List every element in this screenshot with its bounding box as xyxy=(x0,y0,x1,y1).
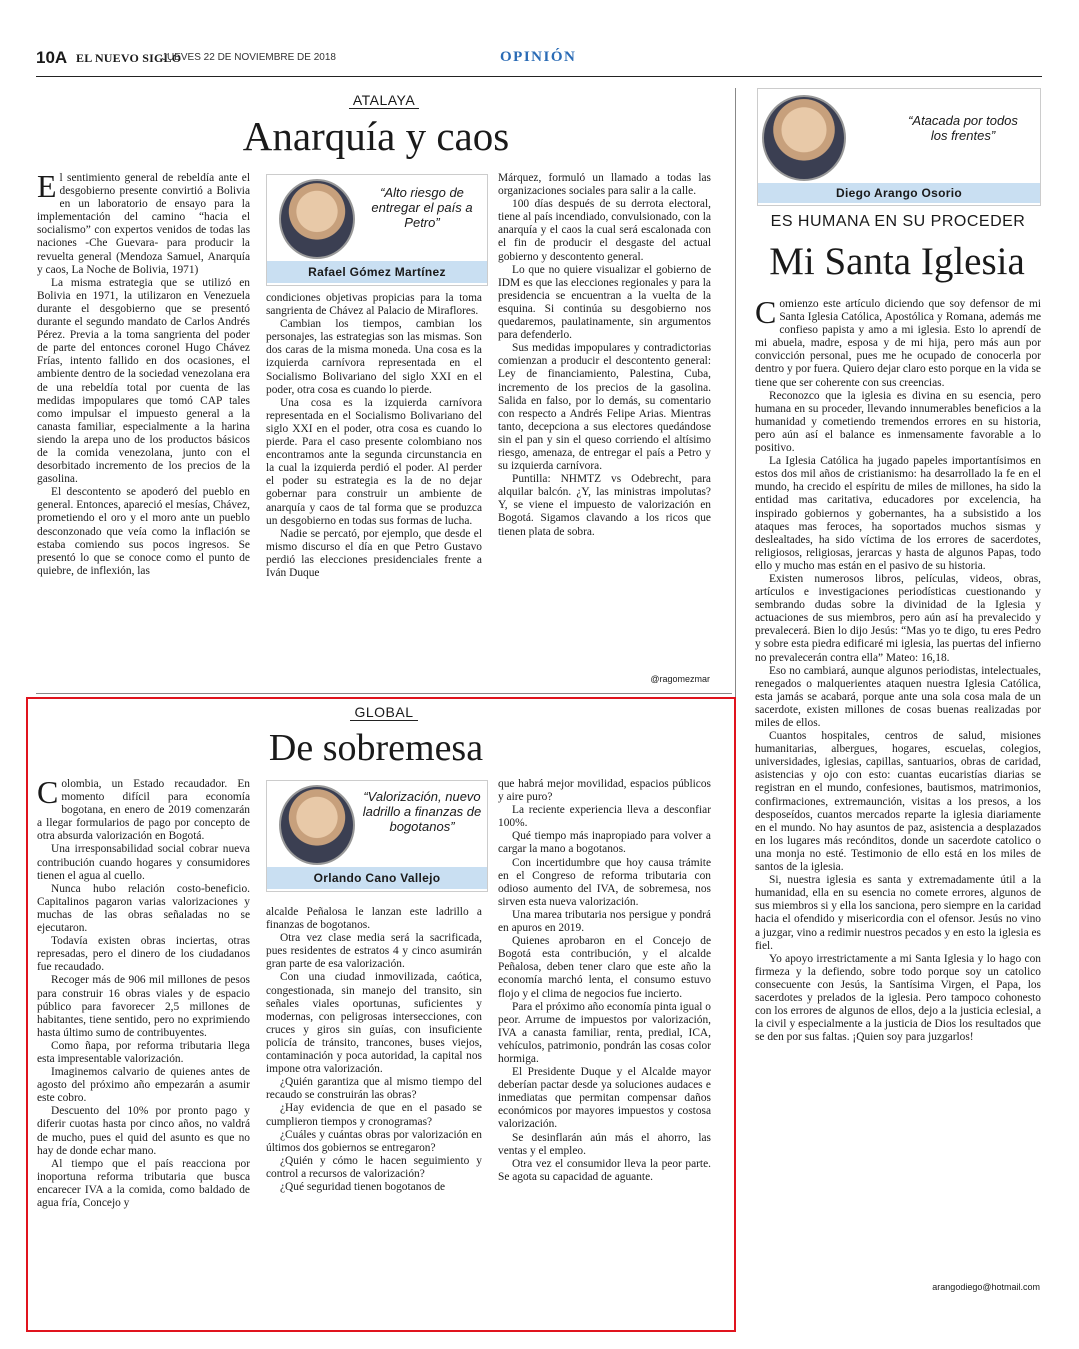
author-name: Diego Arango Osorio xyxy=(758,183,1040,203)
masthead xyxy=(36,46,1042,77)
paragraph: Recoger más de 906 mil millones de pesos para construir 16 obras viales y de espacio público para favorecer 2,5 millones de habitantes, tiene sentido, pero no exprimiendo hasta último sumo de contribuyentes. xyxy=(37,974,250,1039)
paragraph: que habrá mejor movilidad, espacios públicos y aire puro? xyxy=(498,778,711,804)
paragraph: Nunca hubo relación costo-beneficio. Capitalinos pagaron varias valorizaciones y muchas de las obras señaladas no se ejecutaron. xyxy=(37,882,250,935)
author-email: arangodiego@hotmail.com xyxy=(932,1282,1040,1292)
article-divider xyxy=(36,693,732,694)
paragraph: Márquez, formuló un llamado a todas las organizaciones sociales para salir a la calle. xyxy=(498,172,711,198)
paragraph: El Presidente Duque y el Alcalde mayor deberían pactar desde ya soluciones audaces e inmediatas que permitan compensar daños económicos por mayores impuestos y costosa valorización. xyxy=(498,1066,711,1131)
article-column-3 xyxy=(498,778,711,1298)
paragraph: condiciones objetivas propicias para la toma sangrienta de Chávez al Palacio de Miraflores. xyxy=(266,292,482,318)
paragraph: El descontento se apoderó del pueblo en general. Entonces, apareció el mesías, Chávez, prometiendo el oro y el moro ante un pueblo desconzonado que veía como la inflación se estaba comiendo sus pocos ingresos. Se presentó lo que se conoce como el punto de quiebre, de inflexión, las xyxy=(37,486,250,577)
paragraph: Cambian los tiempos, cambian los personajes, las estrategias son las mismas. Son dos caras de la misma moneda. Una cosa es la izquierda carnívora representada en el Socialismo Bolivariano del siglo XXI en el poder, otra cosa es cuando lo pierde. xyxy=(266,318,482,396)
paragraph: La misma estrategia que se utilizó en Bolivia en 1971, la utilizaron en Venezuela durante el desgobierno que se presentó durante el segundo mandato de Carlos Andrés Pérez. Previa a la toma sangrienta del poder de parte del entonces coronel Hugo Chávez Frías, intento fallido en dos ocasiones, el ambiente dentro de la sociedad venezolana era de una rebeldía total por cuenta de las medidas impopulares que tomó CAP tales como impulsar el impuesto general a la canasta familiar, especialmente a la harina siendo la arepa uno de los productos básicos de la comida venezolana, junto con el desorbitado incremento de los precios de la gasolina. xyxy=(37,276,250,486)
paragraph: Al tiempo que el país reacciona por inoportuna reforma tributaria que busca encarecer IVA a la comida, como baldado de agua fría, Concejo y xyxy=(37,1157,250,1209)
paragraph: Comienzo este artículo diciendo que soy defensor de mi Santa Iglesia Católica, Apostólica y Romana, además me confieso papista y amo a mi iglesia. Esto lo aprendí de mi abuela, madre, esposa y de mi hija, pero más aun por convicción personal, pues me he ocupado de conocerla por dentro y por fuera. Quiero dejar claro esto porque en la vida se tiene que ser coherente con sus creencias. xyxy=(755,298,1041,389)
paragraph: Quienes aprobaron en el Concejo de Bogotá esta contribución, y el alcalde Peñalosa, deben tener claro que este año la economía marchó lenta, el consumo estuvo flojo y el clima de negocios fue incierto. xyxy=(498,935,711,1000)
paragraph: La reciente experiencia lleva a desconfiar 100%. xyxy=(498,804,711,830)
paragraph: Cuantos hospitales, centros de salud, misiones humanitarias, albergues, hogares, escuelas, colegios, universidades, iglesias, capillas, santuarios, obras de caridad, asistencias y ojo con esto: cuantas eucaristías diarias se registran en el mundo, confesiones, bautismos, matrimonios, confirmaciones, extremaunción, visitas a los presos, a los desposeídos, cuantos mercados reparte la iglesia diariamente en el mundo. No hay asuntos de paz, asistencia a desplazados en los lugares más recónditos, donde un sacerdote catolico o una monja no esté. Testimonio de ello está en los miles de santos de la iglesia. xyxy=(755,730,1041,874)
paragraph: Una marea tributaria nos persigue y pondrá en apuros en 2019. xyxy=(498,908,711,935)
article-column-1 xyxy=(37,172,250,684)
article-headline: Mi Santa Iglesia xyxy=(769,240,1025,283)
paragraph: ¿Cuáles y cuántas obras por valorización en últimos dos gobiernos se entregaron? xyxy=(266,1128,482,1154)
paragraph: Qué tiempo más inapropiado para volver a cargar la mano a bogotanos. xyxy=(498,830,711,856)
article-body xyxy=(755,298,1041,1278)
page-number: 10A xyxy=(36,48,68,67)
author-name: Orlando Cano Vallejo xyxy=(267,867,487,889)
paragraph: Con una ciudad inmovilizada, caótica, congestionada, sin manejo del transito, sin señales viales oportunas, suficientes y modernas, con peligrosas intersecciones, con cruces y giros sin guías, con insuficiente policía de tránsito, trancones, buses viejos, contaminación y poca autoridad, la capital nos impone otra valorización. xyxy=(266,971,482,1076)
paragraph: El sentimiento general de rebeldía ante el desgobierno presente convirtió a Bolivia en un laboratorio de ensayo para la implementación del camino “hacia el socialismo” con expertos venidos de todas las naciones -Che Guevara- para producir la revuelta general (Mendoza Samuel, Anarquía y caos, La Noche de Bolivia, 1971) xyxy=(37,172,250,276)
drop-cap: C xyxy=(37,778,59,810)
author-name: Rafael Gómez Martínez xyxy=(267,261,487,283)
article-kicker: GLOBAL xyxy=(36,704,732,720)
article-column-2 xyxy=(266,292,482,684)
paragraph: Reconozco que la iglesia es divina en su esencia, pero humana en su proceder, llevando innumerables beneficios a la humanidad y cometiendo tremendos errores en su historia, pero aún así el balance es inmensamente favorable a lo positivo. xyxy=(755,389,1041,455)
article-headline: De sobremesa xyxy=(268,727,484,769)
paragraph: Puntilla: NHMTZ vs Odebrecht, para alquilar balcón. ¿Y, las ministras impolutas? Y, se viene el impuesto de valorización en Bogotá. Sigamos clavando a los ricos que tienen plata de sobra. xyxy=(498,473,711,538)
paragraph: 100 días después de su derrota electoral, tiene al país incendiado, convulsionado, con la anarquía y el caos la cual será escalonada con el fin de producir el desgaste del actual gobierno y descontento general. xyxy=(498,198,711,263)
article-column-1 xyxy=(37,778,250,1313)
pull-quote: “Alto riesgo de entregar el país a Petro” xyxy=(371,185,473,230)
paragraph: Yo apoyo irrestrictamente a mi Santa Iglesia y lo hago con firmeza y la defiendo, sobre todo porque soy un catolico consecuente con Jesús, la Santísima Virgen, el Papa, los sacerdotes y prelados de la iglesia. Pero tampoco cohonesto con los errores de algunos de ellos, dejo a la justicia eclesial, a la civil y especialmente a la justicia de Dios los resultados que se den por sus faltas. ¡Quien soy para juzgarlos! xyxy=(755,952,1041,1044)
author-photo xyxy=(762,95,846,181)
section-name: OPINIÓN xyxy=(500,49,577,65)
issue-date: JUEVES 22 DE NOVIEMBRE DE 2018 xyxy=(162,52,336,63)
article-column-2 xyxy=(266,906,482,1308)
author-box xyxy=(266,174,488,286)
paragraph: ¿Hay evidencia de que en el pasado se cumplieron tiempos y cronogramas? xyxy=(266,1102,482,1128)
article-headline: Anarquía y caos xyxy=(242,113,510,159)
paragraph: Se desinflarán aún más el ahorro, las ventas y el empleo. xyxy=(498,1131,711,1157)
author-photo xyxy=(279,785,355,865)
paragraph: Para el próximo año economía pinta igual o peor. Arrume de impuestos por valorización, IVA a canasta familiar, renta, predial, ICA, vehículos, patrimonio, pondrán las cosas color hormiga. xyxy=(498,1000,711,1065)
drop-cap: C xyxy=(755,298,777,330)
paragraph: Existen numerosos libros, películas, videos, obras, artículos e investigaciones periodísticas cuestionando y sembrando dudas sobre la divinidad de la Iglesia y actuaciones de sus miembros, pero aún así ha prevalecido y prevalecerá. Bien lo dijo Jesús: “Mas yo te digo, tu eres Pedro y sobre esta piedra edificaré mi iglesia, las puertas del infierno no prevalecerán contra ella” Mateo: 16,18. xyxy=(755,572,1041,664)
paragraph: Otra vez clase media será la sacrificada, pues residentes de estratos 4 y cinco asumirán gran parte de esa valorización. xyxy=(266,932,482,971)
paragraph: Una cosa es la izquierda carnívora representada en el Socialismo Bolivariano del siglo XXI en el poder, otra cosa es cuando lo pierde. Para el caso presente colombiano nos encontramos ante la segunda circunstancia en la cual la izquierda perdió el poder. Al perder el poder su estrategia es la de no dejar gobernar para construir un ambiente de anarquía y caos de tal forma que se produzca un desgobierno en todas sus formas de lucha. xyxy=(266,396,482,527)
paragraph: Como ñapa, por reforma tributaria llega esta impresentable valorización. xyxy=(37,1039,250,1065)
paragraph: ¿Quién y cómo le hacen seguimiento y control a recursos de valorización? xyxy=(266,1154,482,1180)
pull-quote: “Valorización, nuevo ladrillo a finanzas de bogotanos” xyxy=(362,789,482,834)
paragraph: Nadie se percató, por ejemplo, que desde el mismo discurso el día en que Petro Gustavo perdió las elecciones presidenciales frente a Iván Duque xyxy=(266,527,482,579)
paragraph: Si, nuestra iglesia es santa y extremadamente útil a la humanidad, ella en su esencia no comete errores, algunos de sus miembros si y ella los sanciona, pero siempre en la caridad hacia el ofendido y misericordia con el ofensor. Jesús no vino a juzgar, vino a redimir nuestros pecados y en esto la iglesia es fiel. xyxy=(755,874,1041,952)
pull-quote: “Atacada por todos los frentes” xyxy=(908,113,1018,143)
paragraph: ¿Quién garantiza que al mismo tiempo del recaudo se construirán las obras? xyxy=(266,1076,482,1102)
paragraph: Con incertidumbre que hoy causa trámite en el Congreso de reforma tributaria con odioso aumento del IVA, de sobremesa, nos sirven esta nueva valorización. xyxy=(498,856,711,908)
author-handle: @ragomezmar xyxy=(650,674,710,684)
paragraph: Lo que no quiere visualizar el gobierno de IDM es que las elecciones regionales y para la presidencia se encuentran a la vuelta de la esquina. Si continúa su desgobierno nos quedaremos, paulatinamente, sin argumentos para defenderlo. xyxy=(498,263,711,342)
author-box xyxy=(266,780,488,892)
paragraph: Imaginemos calvario de quienes antes de agosto del próximo año empezarán a asumir este cobro. xyxy=(37,1066,250,1105)
paragraph: Descuento del 10% por pronto pago y diferir cuotas hasta por cinco años, no valdrá de mucho, pues el quid del asunto es que no hay de donde echar mano. xyxy=(37,1105,250,1157)
author-box xyxy=(757,88,1041,206)
paragraph: Colombia, un Estado recaudador. En momento difícil para economía bogotana, en enero de 2019 comenzarán a llegar formularios de pago por concepto de otra absurda valorización en Bogotá. xyxy=(37,778,250,843)
drop-cap: E xyxy=(37,172,57,204)
author-photo xyxy=(279,179,355,259)
article-kicker: ES HUMANA EN SU PROCEDER xyxy=(770,213,1026,230)
article-kicker: ATALAYA xyxy=(36,92,732,108)
paragraph: Una irresponsabilidad social cobrar nueva contribución cuando hogares y consumidores tienen el agua al cuello. xyxy=(37,843,250,882)
paragraph: Todavía existen obras inciertas, otras represadas, pero el dinero de los ciudadanos fue recaudado. xyxy=(37,935,250,974)
newspaper-name: EL NUEVO SIGLO xyxy=(76,51,182,65)
article-column-3 xyxy=(498,172,711,670)
paragraph: Otra vez el consumidor lleva la peor parte. Se agota su capacidad de aguante. xyxy=(498,1157,711,1183)
paragraph: ¿Qué seguridad tienen bogotanos de xyxy=(280,1180,446,1193)
paragraph: Sus medidas impopulares y contradictorias comienzan a producir el descontento general: Ley de financiamiento, Palestina, Cuba, incremento de los precios de la gasolina. Salida en falso, por lo demás, su comentario con respecto a Andrés Felipe Arias. Mientras tanto, decepciona a sus electores quedándose sin el pan y sin el queso corriendo el altísimo riesgo, amenaza, de entregar el país a Petro y su izquierda carnívora. xyxy=(498,342,711,473)
paragraph: alcalde Peñalosa le lanzan este ladrillo a finanzas de bogotanos. xyxy=(266,906,482,932)
paragraph: Eso no cambiará, aunque algunos periodistas, intelectuales, renegados o malquerientes ataquen nuestra Iglesia Católica, esta jamás se acabará, porque ante una sola cosa mala de un sacerdote, existen millones de cosas buenas realizadas por miles de ellos. xyxy=(755,664,1041,729)
paragraph: La Iglesia Católica ha jugado papeles importantísimos en estos dos mil años de cristianismo: ha desarrollado la fe en el mundo, ha crecido el espíritu de miles de millones, ha sido la entidad mas caritativa, educadores por excelencia, ha inspirado gobiernos y gobernantes, ha a subsistido a los ataques mas feroces, ha soportados muchos sismas y deslealtades, ha sido víctima de los errores de sacerdotes, religiosos, religiosas, jerarcas y hasta de algunos Papas, todo ello y mucho mas están en el pasivo de su historia. xyxy=(755,455,1041,572)
